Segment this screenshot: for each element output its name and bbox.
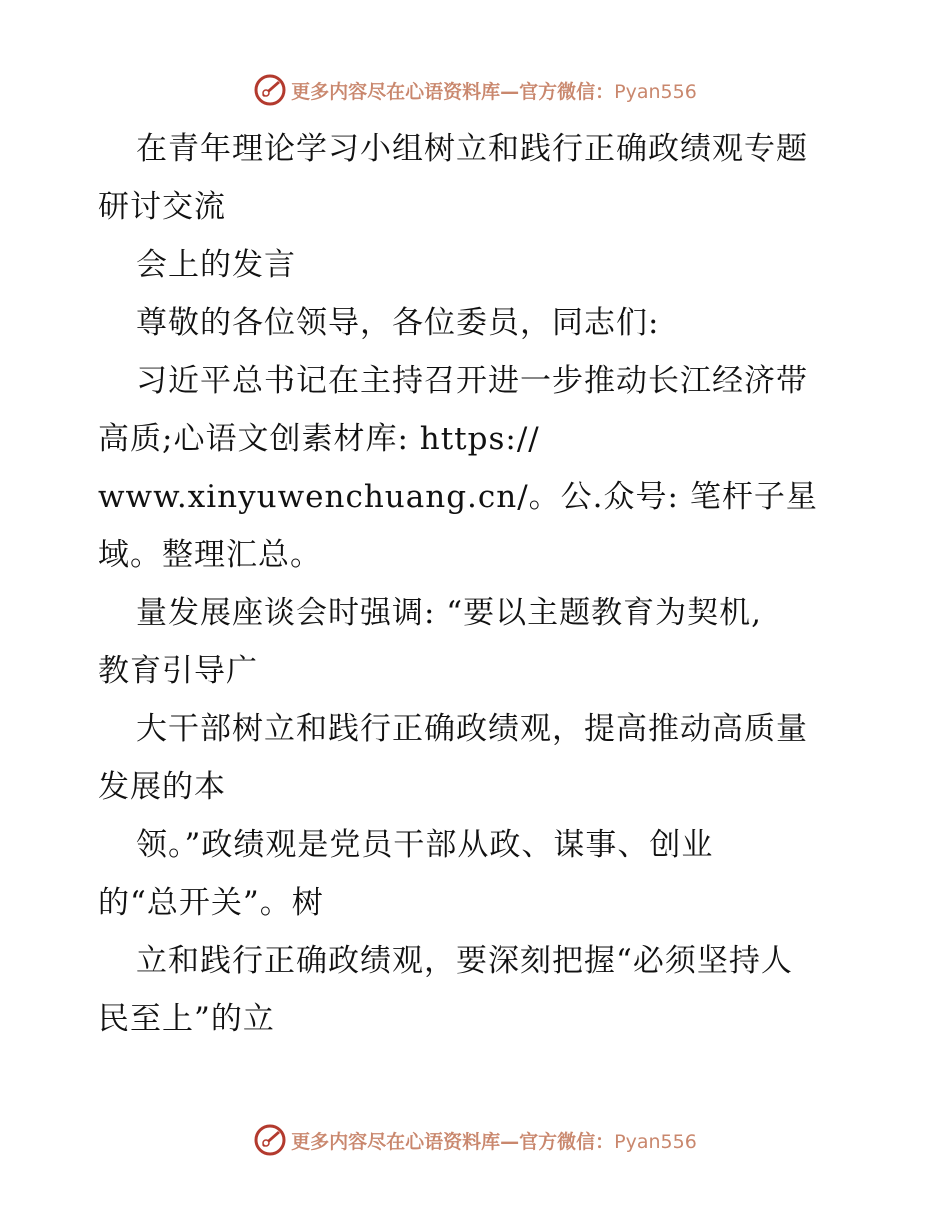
text-line: 的“总开关”。树 [98, 885, 324, 921]
text-line: 领。”政绩观是党员干部从政、谋事、创业 [136, 827, 714, 863]
text-line: www.xinyuwenchuang.cn/。公.众号: 笔杆子星 [98, 479, 818, 515]
text-line: 会上的发言 [136, 247, 296, 283]
text-line: 量发展座谈会时强调: “要以主题教育为契机, [136, 595, 762, 631]
logo-icon [253, 73, 287, 107]
text-line: 民至上”的立 [98, 1001, 275, 1037]
footer-watermark [0, 1120, 950, 1160]
text-line: 在青年理论学习小组树立和践行正确政绩观专题 [136, 131, 808, 167]
header-watermark [0, 70, 950, 110]
text-line: 研讨交流 [98, 189, 226, 225]
watermark-id: Pyan556 [614, 80, 697, 103]
text-line: 大干部树立和践行正确政绩观，提高推动高质量 [136, 711, 808, 747]
watermark-text: 更多内容尽在心语资料库—官方微信：Pyan556 [291, 80, 697, 103]
text-line: 发展的本 [98, 769, 226, 805]
watermark-id: Pyan556 [614, 1130, 697, 1153]
text-line: 习近平总书记在主持召开进一步推动长江经济带 [136, 363, 808, 399]
logo-icon [253, 1123, 287, 1157]
text-line: 尊敬的各位领导，各位委员，同志们: [136, 305, 660, 341]
text-line: 域。整理汇总。 [98, 537, 322, 573]
text-line: 立和践行正确政绩观，要深刻把握“必须坚持人 [136, 943, 793, 979]
text-line: 教育引导广 [98, 653, 258, 689]
watermark-text: 更多内容尽在心语资料库—官方微信：Pyan556 [291, 1130, 697, 1153]
text-line: 高质;心语文创素材库: https:// [98, 421, 540, 457]
